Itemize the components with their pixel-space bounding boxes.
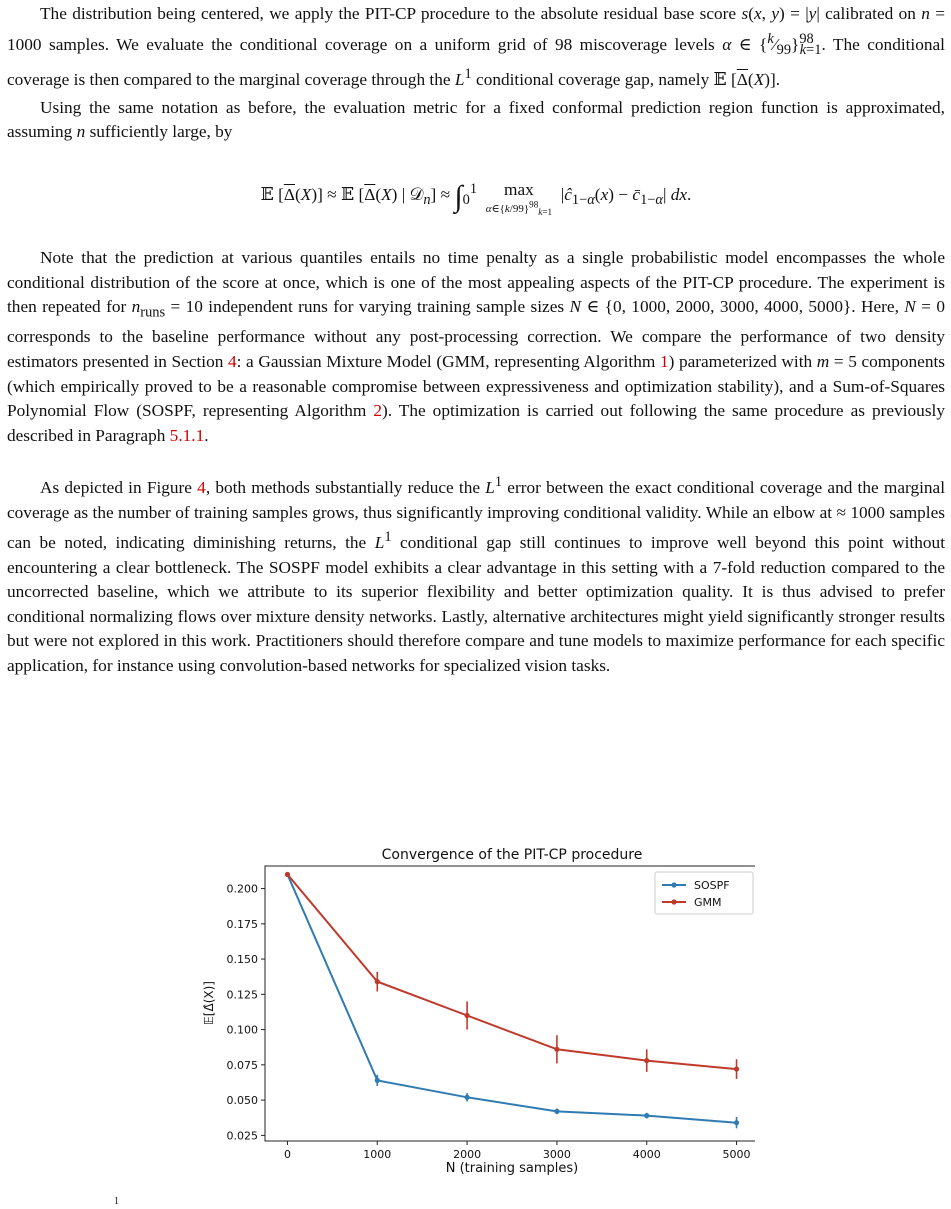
x-tick-label: 2000 <box>453 1148 482 1161</box>
x-tick-label: 4000 <box>632 1148 661 1161</box>
data-point-gmm <box>285 872 290 877</box>
data-point-gmm <box>464 1013 469 1018</box>
paragraph-2: Using the same notation as before, the evaluation metric for a fixed conformal prediction region function is approximated, assuming n sufficiently large, by <box>7 97 945 142</box>
y-tick-label: 0.200 <box>226 882 258 896</box>
data-point-gmm <box>554 1047 559 1052</box>
y-tick-label: 0.025 <box>226 1129 258 1143</box>
legend-label-gmm: GMM <box>694 896 722 909</box>
y-tick-label: 0.100 <box>226 1023 258 1037</box>
data-point-sospf <box>734 1120 739 1125</box>
data-point-gmm <box>644 1058 649 1063</box>
x-tick-label: 5000 <box>722 1148 751 1161</box>
paragraph-1: The distribution being centered, we apply the PIT-CP procedure to the absolute residual base score s(x, y) = |y| calibrated on n = 1000 samples. We evaluate the conditional coverage on a uniform grid of 98 miscoverage levels α ∈ $\{^k⁄_{99}\}^{98}_{k=1}$. The conditional coverage is then compared to the marginal coverage through the $L^1$ conditional coverage gap, namely 𝔼 $[\overline{\Delta}(X)]$. <box>7 4 946 90</box>
legend-label-sospf: SOSPF <box>694 879 730 892</box>
legend <box>655 872 753 914</box>
data-point-sospf <box>554 1109 559 1114</box>
paragraph-ref[interactable]: 5.1.1 <box>169 425 205 445</box>
paragraph-3: Note that the prediction at various quantiles entails no time penalty as a single probabilistic model encompasses the whole conditional distribution of the score at once, which is one of the most appealing aspects of the PIT-CP procedure. The experiment is then repeated for $n_{runs} = 10$ independent runs for varying training sample sizes N ∈ {0, 1000, 2000, 3000, 4000, 5000}. Here, N = 0 corresponds to the baseline performance without any post-processing correction. We compare the performance of two density estimators presented in Section 4: a Gaussian Mixture Model (GMM, representing Algorithm 1) parameterized with m = 5 components (which empirically proved to be a reasonable compromise between expressiveness and optimization stability), and a Sum-of-Squares Polynomial Flow (SOSPF, representing Algorithm 2). The optimization is carried out following the same procedure as previously described in Paragraph 5.1.1. <box>7 248 946 445</box>
footnote-mark: 1 <box>114 1196 119 1207</box>
section-ref[interactable]: 4 <box>228 352 237 371</box>
data-point-sospf <box>464 1095 469 1100</box>
convergence-chart <box>195 843 755 1183</box>
data-point-gmm <box>734 1066 739 1071</box>
figure-convergence <box>195 843 755 1183</box>
x-axis-label: N (training samples) <box>445 1161 579 1176</box>
algorithm-ref[interactable]: 2 <box>373 401 383 421</box>
y-tick-label: 0.075 <box>226 1058 258 1072</box>
equation-l1-gap: 𝔼 $[\overline{\Delta}(X)]$ ≈ 𝔼 [$\overline{\Delta}(X)$ | 𝒟$_n$] ≈ $\int_0^1$ max $\alpha\in\{k/99\}^{98}_{k=1}$ $|ĉ_{1-\alpha}(x)$ − $c̄_{1-\alpha}|$ dx. <box>260 179 692 217</box>
y-axis-label: 𝔼[Δ̂(X)] <box>202 981 216 1025</box>
x-tick-label: 0 <box>283 1148 291 1161</box>
y-tick-label: 0.150 <box>226 953 258 967</box>
y-tick-label: 0.125 <box>226 988 258 1002</box>
legend-marker-sospf <box>671 882 676 887</box>
y-tick-label: 0.175 <box>226 917 258 931</box>
axes <box>227 883 751 1161</box>
algorithm-ref[interactable]: 1 <box>659 352 669 371</box>
paper-body <box>7 2 945 679</box>
data-point-gmm <box>375 979 380 984</box>
figure-ref[interactable]: 4 <box>197 478 206 498</box>
chart-title: Convergence of the PIT-CP procedure <box>381 847 643 863</box>
paragraph-4: As depicted in Figure 4, both methods substantially reduce the $L^1$ error between the exact conditional coverage and the marginal coverage as the number of training samples grows, thus significantly improving conditional validity. While an elbow at ≈ 1000 samples can be noted, indicating diminishing returns, the $L^1$ conditional gap still continues to improve well beyond this point without encountering a clear bottleneck. The SOSPF model exhibits a clear advantage in this setting with a 7-fold reduction compared to the uncorrected baseline, which we attribute to its superior flexibility and better optimization quality. It is thus advised to prefer conditional normalizing flows over mixture density networks. Lastly, alternative architectures might yield significantly stronger results but were not explored in this work. Practitioners should therefore compare and tune models to maximize performance for each specific application, for instance using convolution-based networks for specialized vision tasks. <box>7 474 945 676</box>
data-point-sospf <box>644 1113 649 1118</box>
data-point-sospf <box>375 1078 380 1083</box>
x-tick-label: 3000 <box>542 1148 571 1161</box>
y-tick-label: 0.050 <box>226 1094 258 1108</box>
x-tick-label: 1000 <box>363 1148 392 1161</box>
legend-marker-gmm <box>671 899 676 904</box>
